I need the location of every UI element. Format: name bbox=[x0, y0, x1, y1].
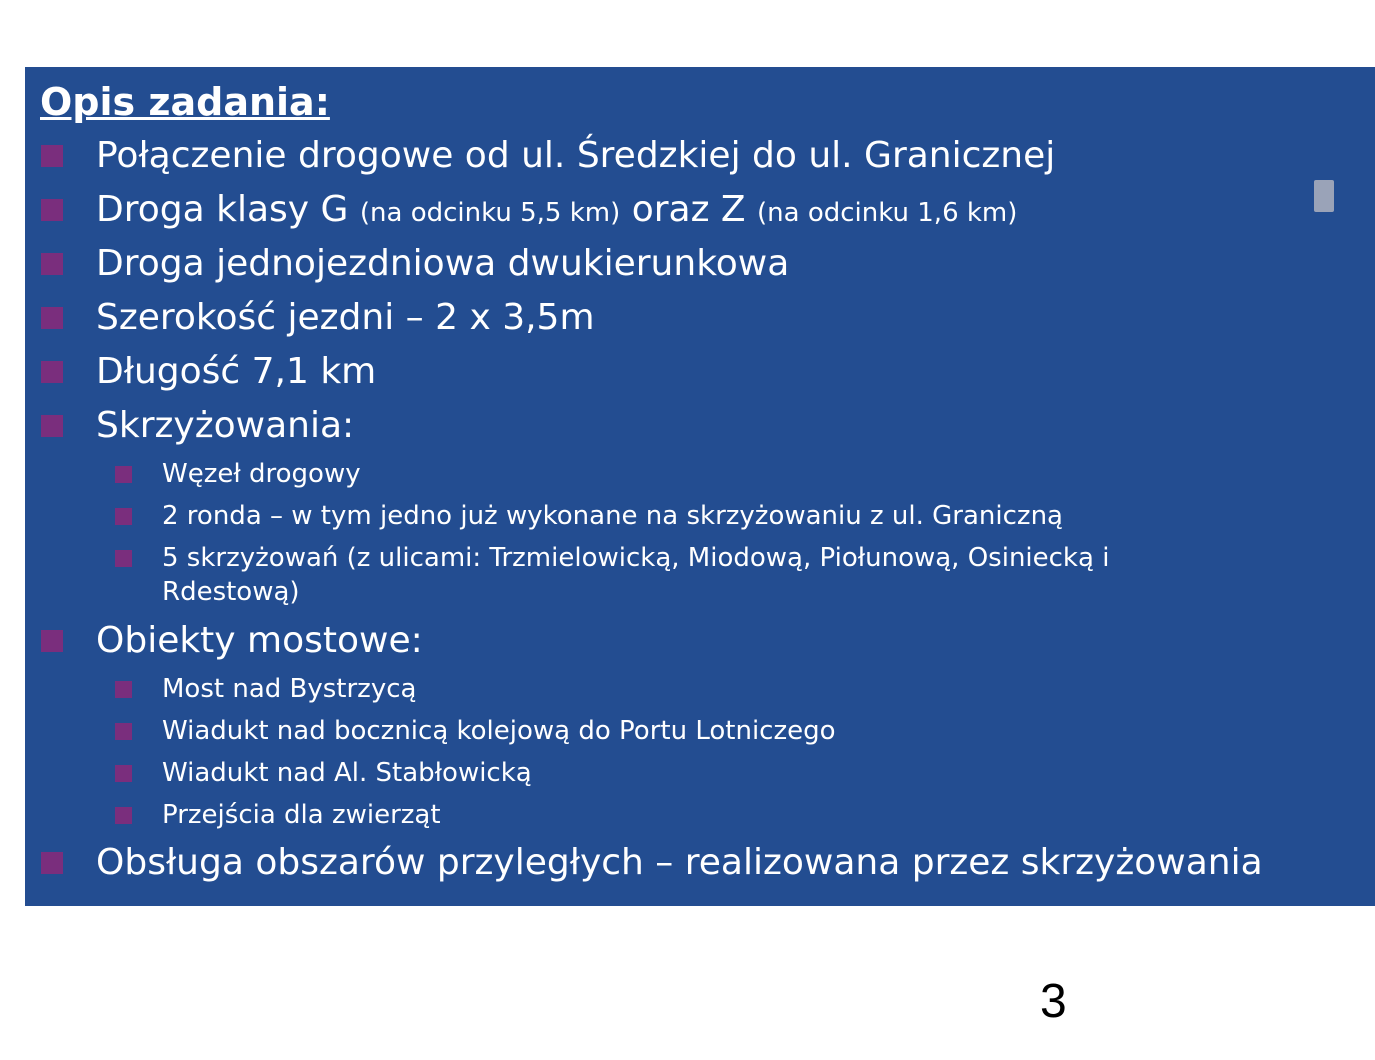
list-item-text: Szerokość jezdni – 2 x 3,5m bbox=[96, 297, 595, 338]
road-class-z: oraz Z bbox=[620, 189, 758, 230]
content-panel bbox=[25, 67, 1375, 906]
sub-list-item-text: Wiadukt nad bocznicą kolejową do Portu Lotniczego bbox=[162, 716, 836, 746]
bullet-square-icon bbox=[41, 253, 63, 275]
road-class-g: Droga klasy G bbox=[96, 189, 360, 230]
bullet-square-icon bbox=[115, 508, 132, 525]
bullet-square-icon bbox=[41, 307, 63, 329]
bullet-square-icon bbox=[115, 765, 132, 782]
bullet-square-icon bbox=[41, 145, 63, 167]
sub-list-item-text: 2 ronda – w tym jedno już wykonane na skrzyżowaniu z ul. Graniczną bbox=[162, 501, 1063, 531]
bullet-square-icon bbox=[41, 630, 63, 652]
list-item-text: Obiekty mostowe: bbox=[96, 620, 423, 661]
road-class-g-length: (na odcinku 5,5 km) bbox=[359, 198, 621, 228]
bullet-square-icon bbox=[115, 723, 132, 740]
sub-list-item-text: Węzeł drogowy bbox=[162, 459, 361, 489]
list-item-text: Połączenie drogowe od ul. Średzkiej do ul. Granicznej bbox=[96, 135, 1056, 176]
list-item-text: Skrzyżowania: bbox=[96, 405, 355, 446]
list-item-text: Obsługa obszarów przyległych – realizowana przez skrzyżowania bbox=[96, 842, 1263, 883]
list-item-text: Długość 7,1 km bbox=[96, 351, 377, 392]
bullet-square-icon bbox=[41, 199, 63, 221]
scrollbar-thumb[interactable] bbox=[1314, 180, 1334, 212]
bullet-square-icon bbox=[41, 852, 63, 874]
list-item-text: Droga jednojezdniowa dwukierunkowa bbox=[96, 243, 790, 284]
bullet-square-icon bbox=[41, 415, 63, 437]
bullet-square-icon bbox=[115, 550, 132, 567]
sub-list-item-text: Rdestową) bbox=[162, 577, 300, 607]
bullet-square-icon bbox=[41, 361, 63, 383]
road-class-z-length: (na odcinku 1,6 km) bbox=[757, 198, 1018, 228]
list-item-text bbox=[96, 188, 1017, 235]
sub-list-item-text: 5 skrzyżowań (z ulicami: Trzmielowicką, Miodową, Piołunową, Osiniecką i bbox=[162, 543, 1110, 573]
sub-list-item-text: Wiadukt nad Al. Stabłowicką bbox=[162, 758, 532, 788]
bullet-square-icon bbox=[115, 466, 132, 483]
bullet-square-icon bbox=[115, 681, 132, 698]
bullet-square-icon bbox=[115, 807, 132, 824]
sub-list-item-text: Most nad Bystrzycą bbox=[162, 674, 417, 704]
page-number: 3 bbox=[1040, 975, 1067, 1028]
sub-list-item-text: Przejścia dla zwierząt bbox=[162, 800, 441, 830]
slide-heading: Opis zadania: bbox=[40, 80, 330, 124]
